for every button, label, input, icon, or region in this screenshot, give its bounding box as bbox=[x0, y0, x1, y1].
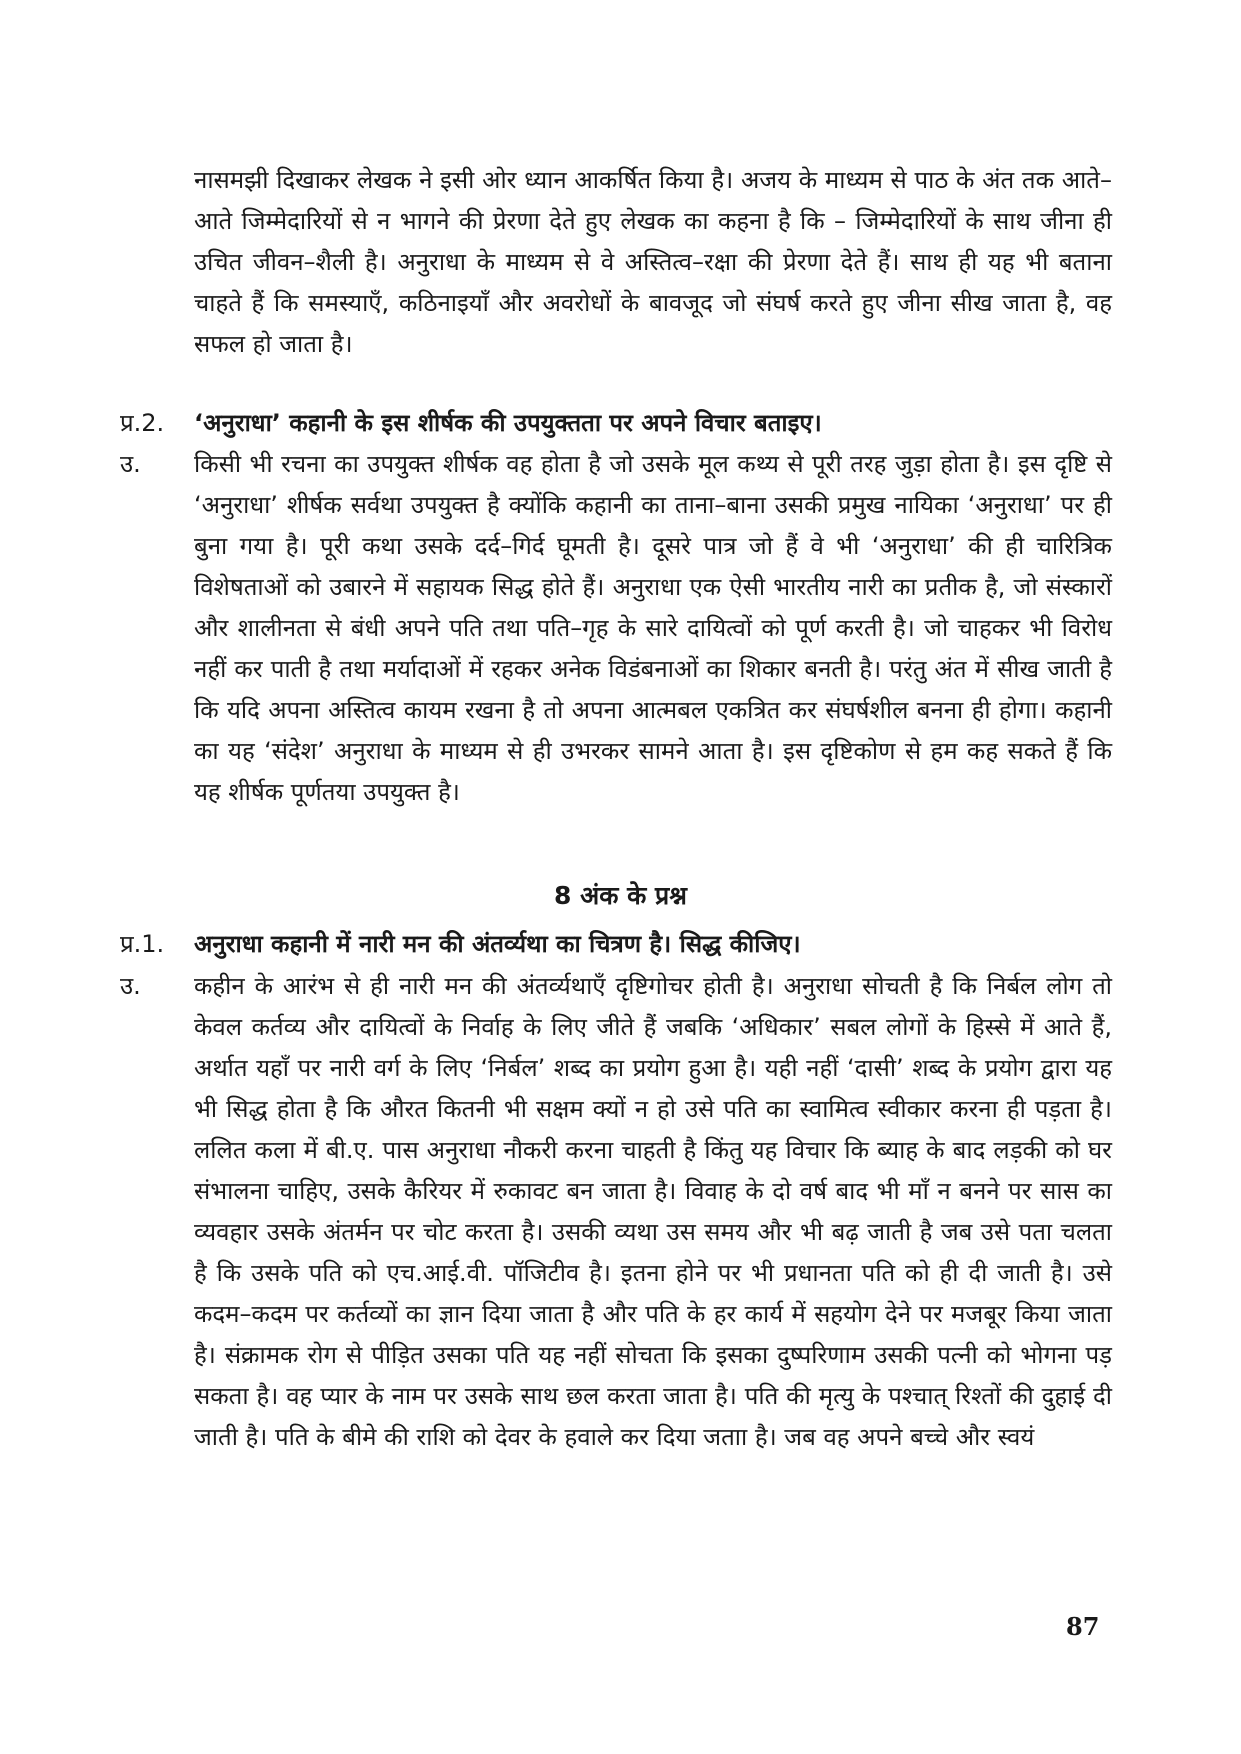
question-2-row bbox=[120, 403, 1112, 444]
question-1-number: प्र.1. bbox=[120, 930, 165, 958]
question-1-row bbox=[120, 924, 1112, 965]
answer-2-text: किसी भी रचना का उपयुक्त शीर्षक वह होता है जो उसके मूल कथ्य से पूरी तरह जुड़ा होता है। इस दृष्टि से ‘अनुराधा’ शीर्षक सर्वथा उपयुक्त है क्योंकि कहानी का ताना–बाना उसकी प्रमुख नायिका ‘अनुराधा’ पर ही बुना गया है। पूरी कथा उसके दर्द–गिर्द घूमती है। दूसरे पात्र जो हैं वे भी ‘अनुराधा’ की ही चारित्रिक विशेषताओं को उबारने में सहायक सिद्ध होते हैं। अनुराधा एक ऐसी भारतीय नारी का प्रतीक है, जो संस्कारों और शालीनता से बंधी अपने पति तथा पति–गृह के सारे दायित्वों को पूर्ण करती है। जो चाहकर भी विरोध नहीं कर पाती है तथा मर्यादाओं में रहकर अनेक विडंबनाओं का शिकार बनती है। परंतु अंत में सीख जाती है कि यदि अपना अस्तित्व कायम रखना है तो अपना आत्मबल एकत्रित कर संघर्षशील बनना ही होगा। कहानी का यह ‘संदेश’ अनुराधा के माध्यम से ही उभरकर सामने आता है। इस दृष्टिकोण से हम कह सकते हैं कि यह शीर्षक पूर्णतया उपयुक्त है। bbox=[194, 450, 1112, 806]
page-number: 87 bbox=[1066, 1612, 1100, 1641]
answer-1-marker: उ. bbox=[120, 972, 141, 1000]
answer-1-text: कहीन के आरंभ से ही नारी मन की अंतर्व्यथाएँ दृष्टिगोचर होती है। अनुराधा सोचती है कि निर्बल लोग तो केवल कर्तव्य और दायित्वों के निर्वाह के लिए जीते हैं जबकि ‘अधिकार’ सबल लोगों के हिस्से में आते हैं, अर्थात यहाँ पर नारी वर्ग के लिए ‘निर्बल’ शब्द का प्रयोग हुआ है। यही नहीं ‘दासी’ शब्द के प्रयोग द्वारा यह भी सिद्ध होता है कि औरत कितनी भी सक्षम क्यों न हो उसे पति का स्वामित्व स्वीकार करना ही पड़ता है। ललित कला में बी.ए. पास अनुराधा नौकरी करना चाहती है किंतु यह विचार कि ब्याह के बाद लड़की को घर संभालना चाहिए, उसके कैरियर में रुकावट बन जाता है। विवाह के दो वर्ष बाद भी माँ न बनने पर सास का व्यवहार उसके अंतर्मन पर चोट करता है। उसकी व्यथा उस समय और भी बढ़ जाती है जब उसे पता चलता है कि उसके पति को एच.आई.वी. पॉजिटीव है। इतना होने पर भी प्रधानता पति को ही दी जाती है। उसे कदम–कदम पर कर्तव्यों का ज्ञान दिया जाता है और पति के हर कार्य में सहयोग देने पर मजबूर किया जाता है। संक्रामक रोग से पीड़ित उसका पति यह नहीं सोचता कि इसका दुष्परिणाम उसकी पत्नी को भोगना पड़ सकता है। वह प्यार के नाम पर उसके साथ छल करता जाता है। पति की मृत्यु के पश्चात् रिश्तों की दुहाई दी जाती है। पति के बीमे की राशि को देवर के हवाले कर दिया जताा है। जब वह अपने बच्चे और स्वयं bbox=[194, 972, 1112, 1451]
answer-2-marker: उ. bbox=[120, 450, 141, 478]
intro-paragraph: नासमझी दिखाकर लेखक ने इसी ओर ध्यान आकर्षित किया है। अजय के माध्यम से पाठ के अंत तक आते–आते जिम्मेदारियों से न भागने की प्रेरणा देते हुए लेखक का कहना है कि – जिम्मेदारियों के साथ जीना ही उचित जीवन–शैली है। अनुराधा के माध्यम से वे अस्तित्व–रक्षा की प्रेरणा देते हैं। साथ ही यह भी बताना चाहते हैं कि समस्याएँ, कठिनाइयाँ और अवरोधों के बावजूद जो संघर्ष करते हुए जीना सीख जाता है, वह सफल हो जाता है। bbox=[194, 166, 1112, 358]
question-1-text: अनुराधा कहानी में नारी मन की अंतर्व्यथा का चित्रण है। सिद्ध कीजिए। bbox=[194, 930, 801, 958]
section-heading: 8 अंक के प्रश्न bbox=[554, 881, 687, 910]
question-2-number: प्र.2. bbox=[120, 409, 165, 437]
question-2-text: ‘अनुराधा’ कहानी के इस शीर्षक की उपयुक्तता पर अपने विचार बताइए। bbox=[194, 409, 822, 437]
